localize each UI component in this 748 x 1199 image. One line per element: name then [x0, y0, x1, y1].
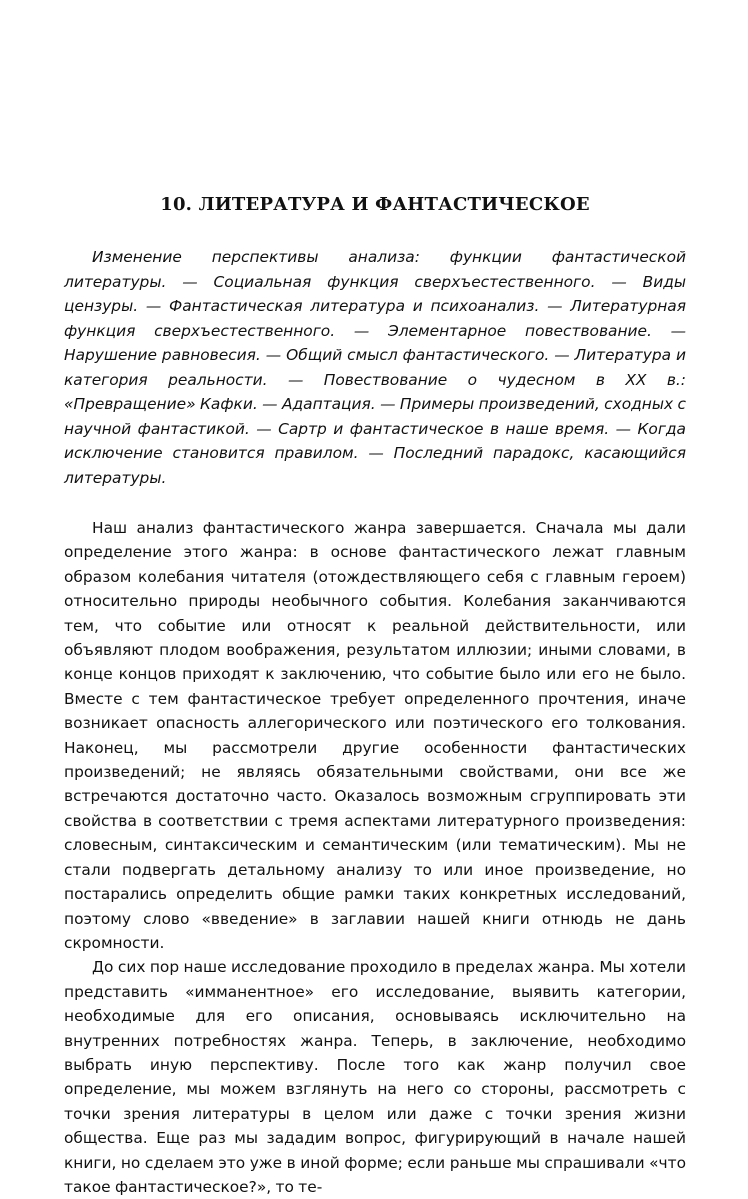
chapter-abstract: Изменение перспективы анализа: функции фантастической литературы. — Социальная функция сверхъестественного. — Виды цензуры. — Фантастическая литература и психоанализ. — Литературная функция сверхъестественного. — Элементарное повествование. — Нарушение равновесия. — Общий смысл фантастического. — Литература и категория реальности. — Повествование о чудесном в XX в.: «Превращение» Кафки. — Адаптация. — Примеры произведений, сходных с научной фантастикой. — Сартр и фантастическое в наше время. — Когда исключение становится правилом. — Последний парадокс, касающийся литературы. [64, 248, 686, 487]
paragraph: Наш анализ фантастического жанра завершается. Сначала мы дали определение этого жанра: в основе фантастического лежат главным образом колебания читателя (отождествляющего себя с главным героем) относительно природы необычного события. Колебания заканчиваются тем, что событие или относят к реальной действительности, или объявляют плодом воображения, результатом иллюзии; иными словами, в конце концов приходят к заключению, что событие было или его не было. Вместе с тем фантастическое требует определенного прочтения, иначе возникает опасность аллегорического или поэтического его толкования. Наконец, мы рассмотрели другие особенности фантастических произведений; не являясь обязательными свойствами, они все же встречаются достаточно часто. Оказалось возможным сгруппировать эти свойства в соответствии с тремя аспектами литературного произведения: словесным, синтаксическим и семантическим (или тематическим). Мы не стали подвергать детальному анализу то или иное произведение, но постарались определить общие рамки таких конкретных исследований, поэтому слово «введение» в заглавии нашей книги отнюдь не дань скромности. [64, 519, 686, 952]
chapter-title: 10. ЛИТЕРАТУРА И ФАНТАСТИЧЕСКОЕ [160, 194, 590, 215]
paragraph: До сих пор наше исследование проходило в пределах жанра. Мы хотели представить «имманентное» его исследование, выявить категории, необходимые для его описания, основываясь исключительно на внутренних потребностях жанра. Теперь, в заключение, необходимо выбрать иную перспективу. После того как жанр получил свое определение, мы можем взглянуть на него со стороны, рассмотреть с точки зрения литературы в целом или даже с точки зрения жизни общества. Еще раз мы зададим вопрос, фигурирующий в начале нашей книги, но сделаем это уже в иной форме; если раньше мы спрашивали «что такое фантастическое?», то те- [64, 958, 686, 1196]
body-text [64, 516, 686, 1199]
